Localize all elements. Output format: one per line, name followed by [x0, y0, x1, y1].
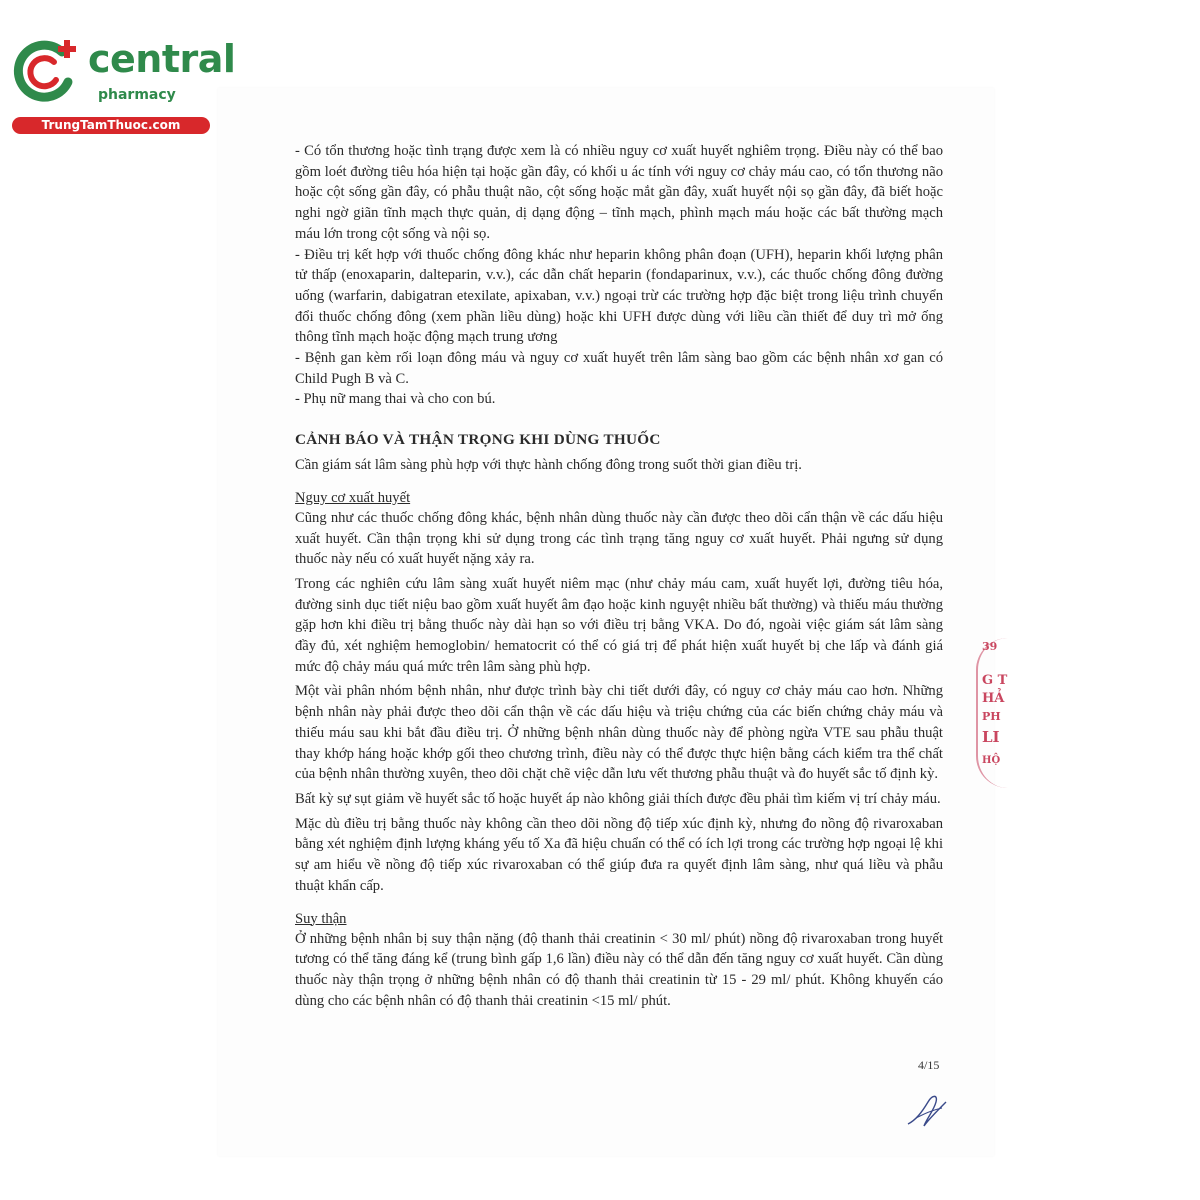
- signature-icon: [902, 1090, 954, 1130]
- brand-subtitle: pharmacy: [98, 87, 176, 103]
- stamp-text: HỘ: [982, 755, 1001, 766]
- brand-url-badge[interactable]: TrungTamThuoc.com: [12, 117, 210, 134]
- subsection-title-renal-impairment: Suy thận: [295, 910, 347, 927]
- stamp-text: LI: [982, 728, 1000, 746]
- section-title: CẢNH BÁO VÀ THẬN TRỌNG KHI DÙNG THUỐC: [295, 431, 661, 449]
- paragraph: Ở những bệnh nhân bị suy thận nặng (độ thanh thải creatinin < 30 ml/ phút) nồng độ rivaroxaban trong huyết tương có thể tăng đáng kể (trung bình gấp 1,6 lần) điều này có thể dẫn đến tăng nguy cơ xuất huyết. Cần dùng thuốc này thận trọng ở những bệnh nhân có độ thanh thải creatinin từ 15 - 29 ml/ phút. Không khuyến cáo dùng cho các bệnh nhân có độ thanh thải creatinin <15 ml/ phút.: [295, 930, 943, 1009]
- stamp-text: HẢ: [982, 691, 1005, 706]
- paragraph: Bất kỳ sự sụt giảm về huyết sắc tố hoặc huyết áp nào không giải thích được đều phải tìm kiếm vị trí chảy máu.: [295, 790, 941, 807]
- subsection-title-bleeding-risk: Nguy cơ xuất huyết: [295, 489, 411, 506]
- stamp-text: PH: [982, 710, 1001, 723]
- contraindication-item: - Bệnh gan kèm rối loạn đông máu và nguy cơ xuất huyết trên lâm sàng bao gồm các bệnh nhân xơ gan có Child Pugh B và C.: [295, 350, 943, 387]
- paragraph: Cũng như các thuốc chống đông khác, bệnh nhân dùng thuốc này cần được theo dõi cẩn thận về các dấu hiệu xuất huyết. Cần thận trọng khi sử dụng trong các tình trạng tăng nguy cơ xuất huyết. Phải ngưng sử dụng thuốc này nếu có xuất huyết nặng xảy ra.: [295, 509, 943, 568]
- central-pharmacy-logo-icon: [10, 38, 80, 104]
- paragraph: Trong các nghiên cứu lâm sàng xuất huyết niêm mạc (như chảy máu cam, xuất huyết lợi, đường tiêu hóa, đường sinh dục tiết niệu bao gồm xuất huyết âm đạo hoặc kinh nguyệt nhiều bất thường) và thiếu máu thường gặp hơn khi điều trị bằng thuốc này dài hạn so với điều trị bằng VKA. Do đó, ngoài việc giám sát lâm sàng đầy đủ, xét nghiệm hemoglobin/ hematocrit có thể có giá trị để phát hiện xuất huyết bị che lấp và đánh giá mức độ chảy máu quá mức trên lâm sàng phù hợp.: [295, 575, 943, 675]
- brand-name: central: [88, 37, 236, 81]
- section-intro: Cần giám sát lâm sàng phù hợp với thực hành chống đông trong suốt thời gian điều trị.: [295, 457, 802, 474]
- paragraph: Một vài phân nhóm bệnh nhân, như được trình bày chi tiết dưới đây, có nguy cơ chảy máu cao hơn. Những bệnh nhân này phải được theo dõi cẩn thận về các dấu hiệu và triệu chứng của các biến chứng chảy máu và thiếu máu sau khi bắt đầu điều trị. Ở những bệnh nhân dùng thuốc này để phòng ngừa VTE sau phẫu thuật thay khớp háng hoặc khớp gối theo chương trình, điều này có thể được thực hiện bằng cách kiểm tra thể chất của bệnh nhân thường xuyên, theo dõi chặt chẽ việc dẫn lưu vết thương phẫu thuật và đo huyết sắc tố định kỳ.: [295, 683, 943, 783]
- stamp: [976, 632, 1008, 792]
- contraindication-item: - Có tổn thương hoặc tình trạng được xem là có nhiều nguy cơ xuất huyết nghiêm trọng. Điều này có thể bao gồm loét đường tiêu hóa hiện tại hoặc gần đây, có khối u ác tính với nguy cơ chảy máu cao, có tổn thương não hoặc cột sống gần đây, có phẫu thuật não, cột sống hoặc mắt gần đây, xuất huyết nội sọ gần đây, đã biết hoặc nghi ngờ giãn tĩnh mạch thực quản, dị dạng động – tĩnh mạch, phình mạch máu hoặc các bất thường mạch máu lớn trong cột sống và nội sọ.: [295, 143, 943, 242]
- paragraph: Mặc dù điều trị bằng thuốc này không cần theo dõi nồng độ tiếp xúc định kỳ, nhưng đo nồng độ rivaroxaban bằng xét nghiệm định lượng kháng yếu tố Xa đã hiệu chuẩn có thể có ích lợi trong các trường hợp ngoại lệ khi sự am hiểu về nồng độ tiếp xúc rivaroxaban có thể giúp đưa ra quyết định lâm sàng, như quá liều và phẫu thuật khẩn cấp.: [295, 815, 943, 894]
- contraindication-item: - Phụ nữ mang thai và cho con bú.: [295, 391, 496, 408]
- document-body: [295, 141, 943, 1011]
- stamp-text: 39: [982, 640, 998, 653]
- stamp-text: G T: [982, 673, 1008, 688]
- brand-logo[interactable]: [10, 37, 236, 138]
- contraindication-item: - Điều trị kết hợp với thuốc chống đông khác như heparin không phân đoạn (UFH), heparin khối lượng phân tử thấp (enoxaparin, dalteparin, v.v.), các dẫn chất heparin (fondaparinux, v.v.), các thuốc chống đông đường uống (warfarin, dabigatran etexilate, apixaban, v.v.) ngoại trừ các trường hợp đặc biệt trong liệu trình chuyển đổi thuốc chống đông (xem phần liều dùng) hoặc khi UFH được dùng với liều cần thiết để duy trì mở ống thông tĩnh mạch hoặc động mạch trung ương: [295, 246, 943, 346]
- page-number: 4/15: [918, 1058, 940, 1072]
